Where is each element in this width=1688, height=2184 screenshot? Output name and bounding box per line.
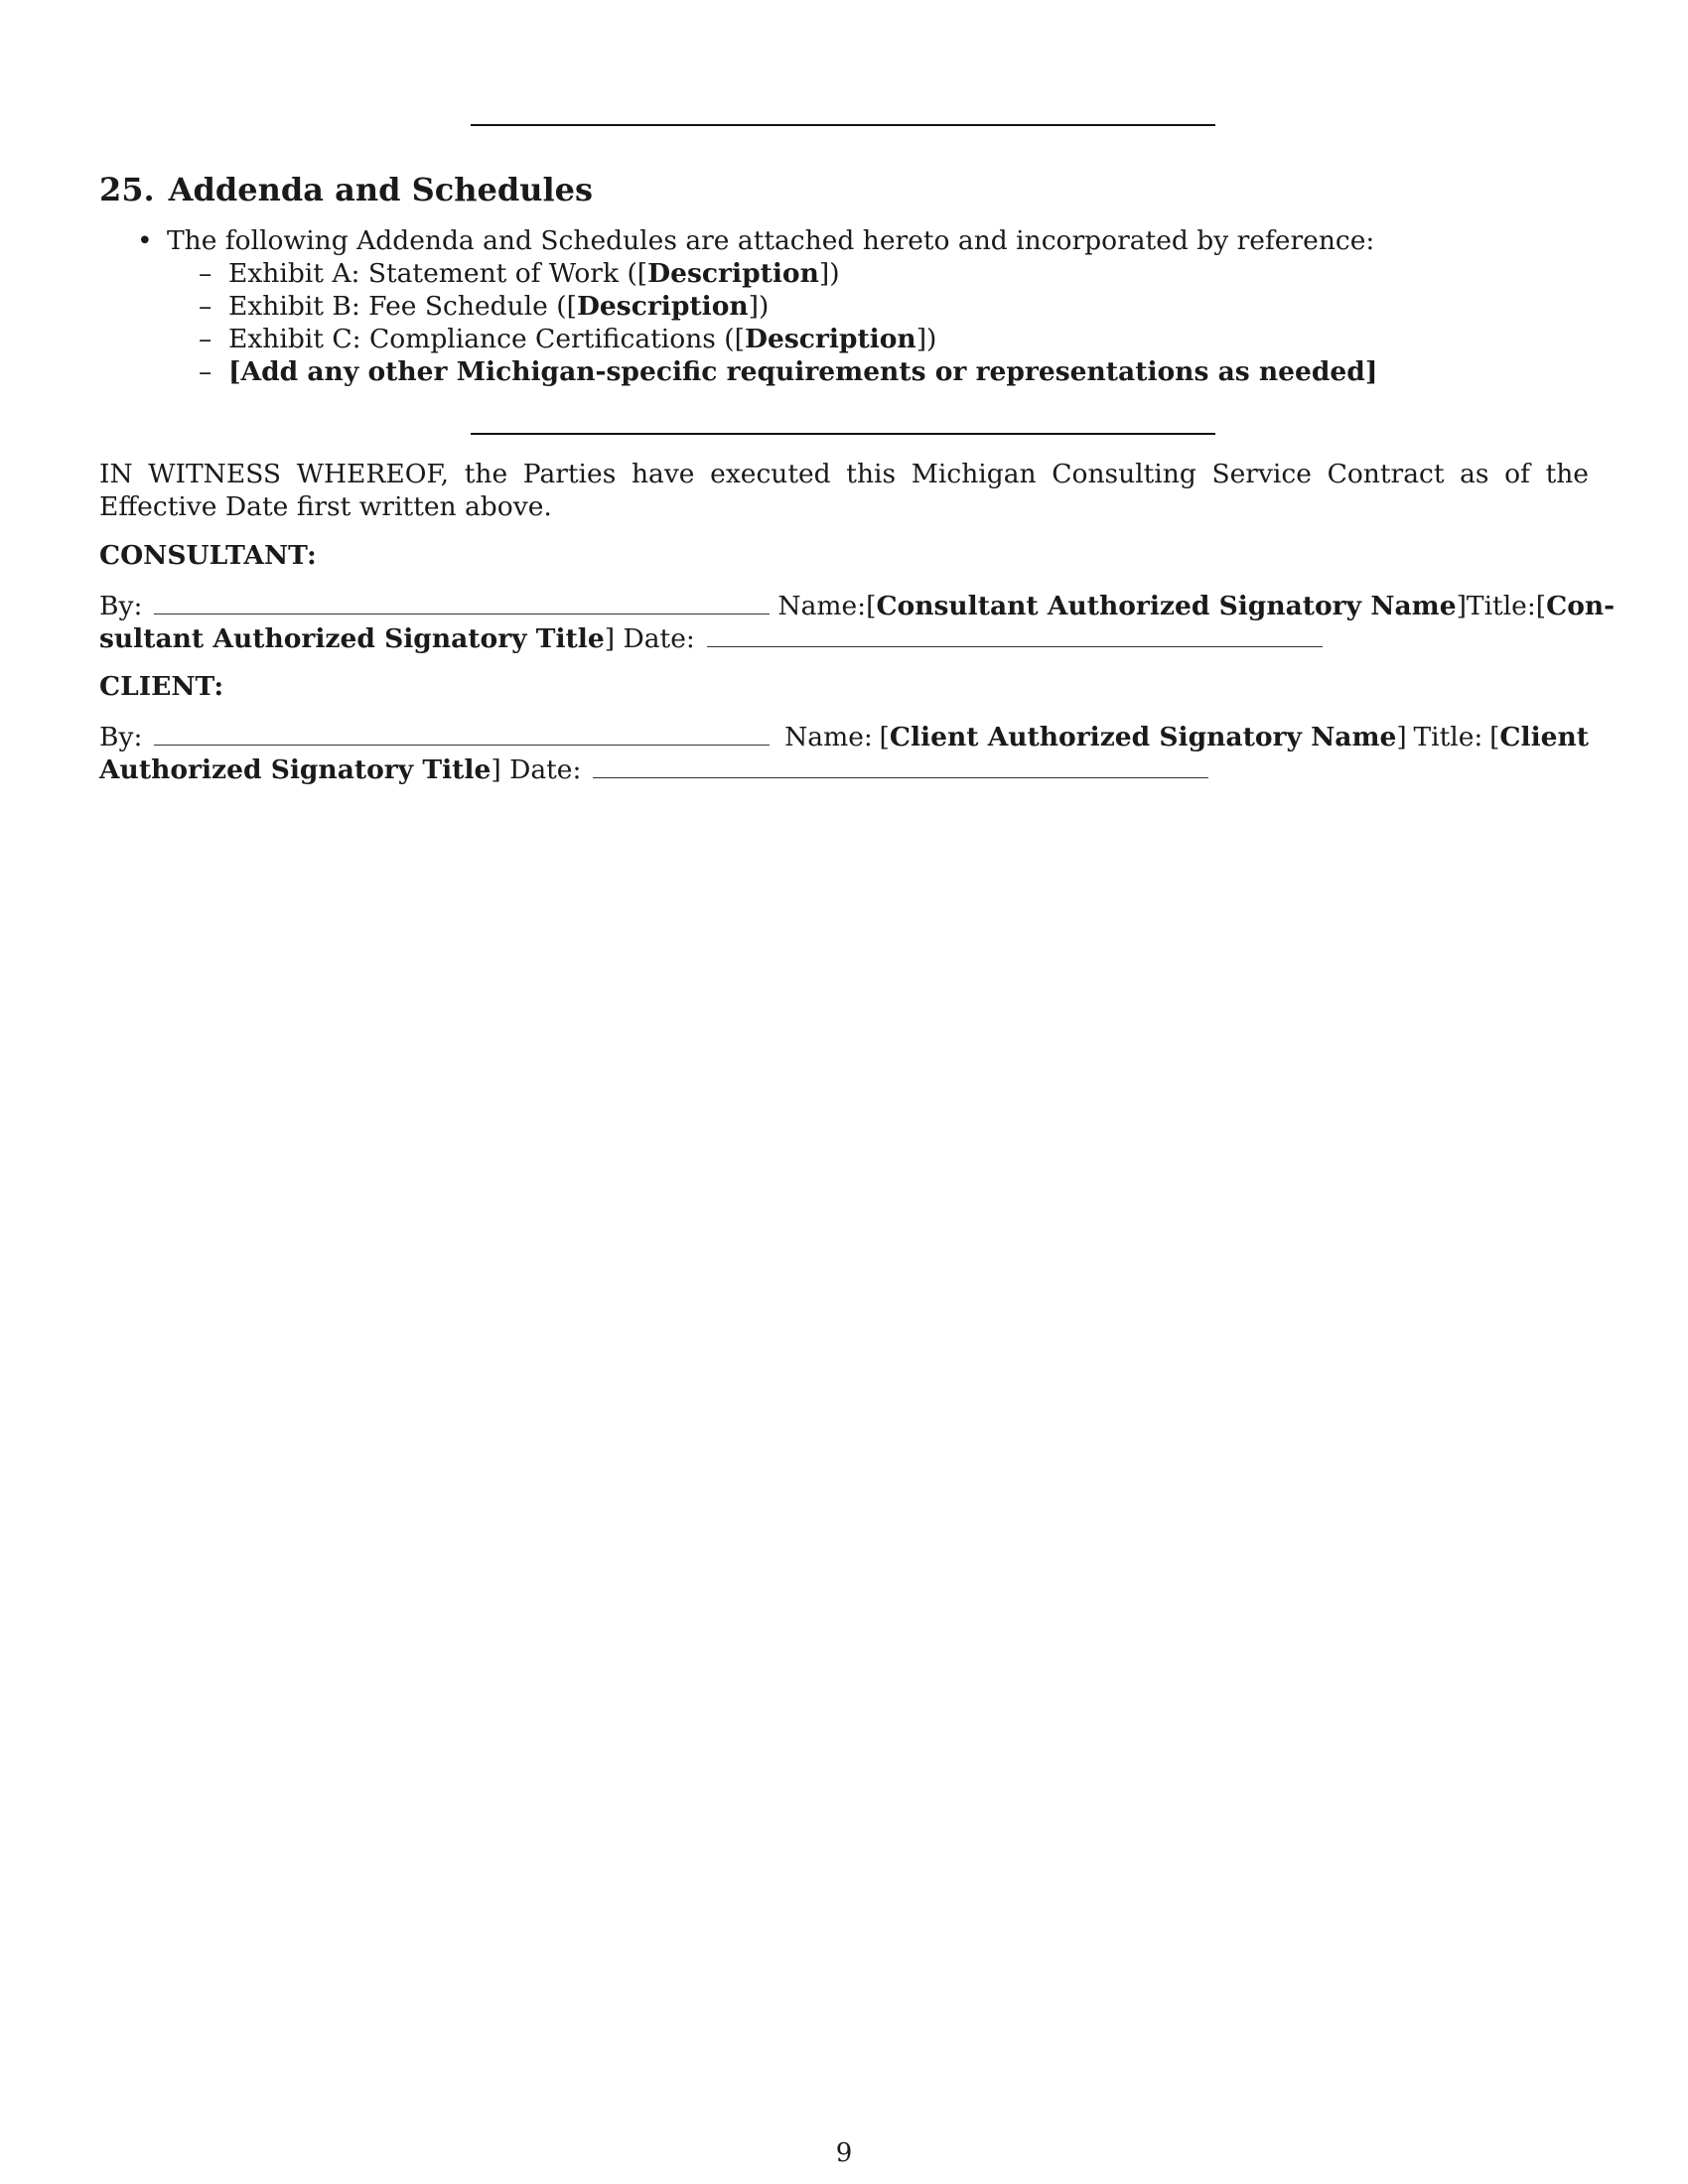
by-label: By: <box>99 722 143 752</box>
client-title-placeholder-part2: Authorized Signatory Title <box>99 754 492 785</box>
bullet-icon: • <box>137 225 153 256</box>
by-label: By: <box>99 591 143 621</box>
section-number: 25. <box>99 171 155 208</box>
consultant-label: CONSULTANT: <box>99 540 317 571</box>
addenda-list <box>99 224 1589 388</box>
dash-icon: – <box>199 291 212 322</box>
client-title-placeholder-part1: Client <box>1499 722 1589 752</box>
page-number: 9 <box>835 2138 853 2168</box>
bracket-close: ] <box>915 324 927 354</box>
client-signature-line-1 <box>99 721 1589 753</box>
exhibit-a-text: Exhibit A: Statement of Work ( <box>228 258 637 289</box>
exhibit-b-item <box>99 290 1589 323</box>
bracket-close: ] <box>818 258 830 289</box>
consultant-title-placeholder-part1: Con- <box>1546 591 1616 621</box>
dash-icon: – <box>199 324 212 354</box>
paren-close: ) <box>758 291 770 322</box>
exhibit-c-placeholder: Description <box>744 324 916 354</box>
client-name-label: Name: <box>784 722 873 752</box>
exhibit-list <box>99 257 1589 388</box>
additional-requirements-placeholder: [Add any other Michigan-specific requirements or representations as needed] <box>228 356 1378 387</box>
paren-close: ) <box>926 324 937 354</box>
dash-icon: – <box>199 258 212 289</box>
client-date-label: Date: <box>509 754 582 785</box>
client-label: CLIENT: <box>99 671 224 702</box>
consultant-title-label: Title: <box>1466 591 1536 621</box>
horizontal-rule-middle <box>471 433 1215 435</box>
addenda-intro-item <box>99 224 1589 257</box>
exhibit-c-item <box>99 323 1589 355</box>
exhibit-a-item <box>99 257 1589 290</box>
exhibit-a-placeholder: Description <box>647 258 819 289</box>
client-name-value: [Client Authorized Signatory Name] <box>879 722 1407 752</box>
consultant-title-placeholder-part2: sultant Authorized Signatory Title <box>99 623 605 654</box>
client-title-value-start: [Client <box>1489 722 1589 752</box>
exhibit-c-text: Exhibit C: Compliance Certifications ( <box>228 324 735 354</box>
consultant-date-blank[interactable] <box>707 622 1323 647</box>
client-signature-line-2: Authorized Signatory Title] Date: <box>99 753 1589 786</box>
paren-close: ) <box>829 258 840 289</box>
consultant-signature-blank[interactable] <box>154 590 770 614</box>
bracket-open: [ <box>734 324 745 354</box>
client-date-blank[interactable] <box>593 753 1208 778</box>
consultant-name-value: [Consultant Authorized Signatory Name] <box>866 591 1467 621</box>
bracket-open: [ <box>566 291 577 322</box>
addenda-intro-text: The following Addenda and Schedules are attached hereto and incorporated by reference: <box>167 225 1375 256</box>
section-title-text: Addenda and Schedules <box>168 171 594 208</box>
horizontal-rule-top <box>471 124 1215 126</box>
consultant-name-label: Name: <box>777 591 867 621</box>
section-heading <box>99 171 593 208</box>
consultant-title-value-start: [Con- <box>1535 591 1616 621</box>
client-title-label: Title: <box>1413 722 1483 752</box>
client-signature-blank[interactable] <box>154 721 770 746</box>
consultant-signature-line-1 <box>99 590 1616 622</box>
bracket-close: ] <box>748 291 759 322</box>
client-name-placeholder: Client Authorized Signatory Name <box>889 722 1397 752</box>
exhibit-b-text: Exhibit B: Fee Schedule ( <box>228 291 567 322</box>
consultant-by-field <box>99 590 777 622</box>
dash-icon: – <box>199 356 212 387</box>
consultant-signature-line-2: sultant Authorized Signatory Title] Date: <box>99 622 1589 655</box>
client-by-field <box>99 721 777 753</box>
consultant-name-placeholder: Consultant Authorized Signatory Name <box>876 591 1457 621</box>
exhibit-b-placeholder: Description <box>576 291 749 322</box>
client-signature-block <box>99 721 1589 786</box>
additional-requirements-item <box>99 355 1589 388</box>
witness-clause: IN WITNESS WHEREOF, the Parties have executed this Michigan Consulting Service Contract as of the Effective Date first written above. <box>99 459 1589 522</box>
bracket-open: [ <box>636 258 648 289</box>
consultant-signature-block <box>99 590 1616 655</box>
consultant-date-label: Date: <box>623 623 695 654</box>
